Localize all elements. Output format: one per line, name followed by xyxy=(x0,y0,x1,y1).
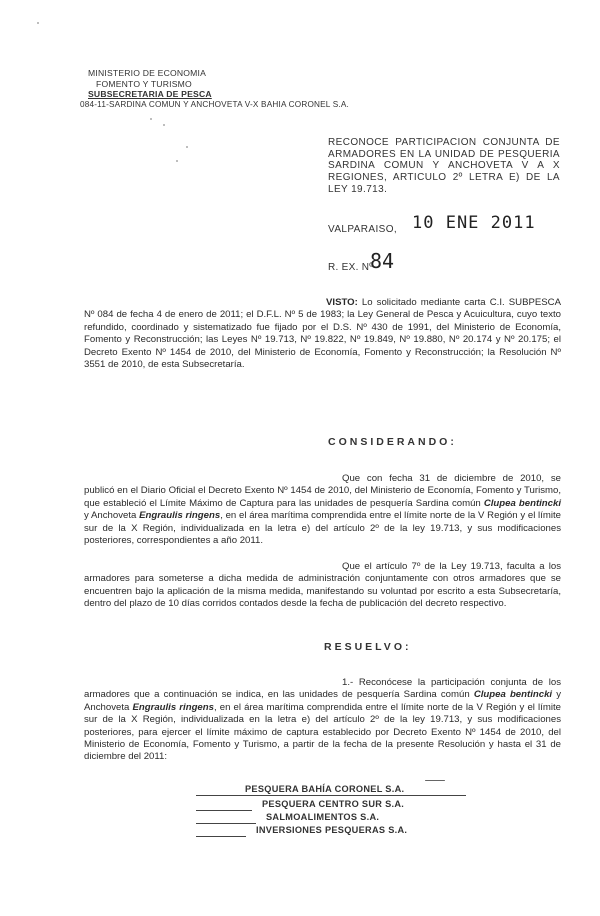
scan-speck xyxy=(186,146,188,148)
date-stamp: 10 ENE 2011 xyxy=(412,213,536,233)
scan-speck xyxy=(150,118,152,120)
resuelvo-1-part-b: y Anchoveta xyxy=(84,689,562,713)
resolution-title: RECONOCE PARTICIPACION CONJUNTA DE ARMADORES EN LA UNIDAD DE PESQUERIA SARDINA COMUN Y ANCHOVETA V A X REGIONES, ARTICULO 2º LETRA E) DE LA LEY 19.713. xyxy=(328,137,560,195)
entity-item: SALMOALIMENTOS S.A. xyxy=(266,812,380,822)
species-clupea: Clupea bentincki xyxy=(473,689,553,701)
scan-speck xyxy=(176,160,178,162)
entity-item: PESQUERA CENTRO SUR S.A. xyxy=(262,799,405,809)
considerando-paragraph-2: Que el artículo 7º de la Ley 19.713, faculta a los armadores para someterse a dicha medida de administración conjuntamente con otros armadores que se encuentren bajo la aplicación de la misma medida, manifestando su voluntad por escrito a esta Subsecretaría, dentro del plazo de 10 días corridos contados desde la fecha de publicación del decreto respectivo. xyxy=(84,561,561,610)
scan-speck xyxy=(425,780,445,781)
underline-rule xyxy=(196,795,466,796)
department-line: FOMENTO Y TURISMO xyxy=(96,79,192,89)
considerando-1-part-c: , en el área marítima comprendida entre el límite norte de la V Región y el límite sur de la X Región, individualizada en la letra e) del artículo 2º de la ley 19.713, y sus modificaciones posteriores, correspondientes a año 2011. xyxy=(84,510,561,547)
resuelvo-paragraph-1 xyxy=(84,677,561,764)
considerando-paragraph-1 xyxy=(84,473,561,547)
considerando-heading: CONSIDERANDO: xyxy=(328,436,457,448)
scan-speck xyxy=(37,22,39,24)
species-engraulis: Engraulis ringens xyxy=(139,510,221,522)
considerando-1-part-a: Que con fecha 31 de diciembre de 2010, se publicó en el Diario Oficial el Decreto Exento Nº 1454 de 2010, del Ministerio de Economía, Fomento y Turismo, que estableció el Límite Máximo de Captura para las unidades de pesquería Sardina común xyxy=(84,473,561,509)
ministry-line: MINISTERIO DE ECONOMIA xyxy=(88,68,207,78)
underline-rule xyxy=(196,823,256,824)
subsecretaria-line: SUBSECRETARIA DE PESCA xyxy=(88,89,212,99)
visto-paragraph xyxy=(84,297,561,371)
file-reference: 084-11-SARDINA COMUN Y ANCHOVETA V-X BAHIA CORONEL S.A. xyxy=(80,100,349,109)
species-clupea: Clupea bentincki xyxy=(483,497,561,509)
entity-item: PESQUERA BAHÍA CORONEL S.A. xyxy=(245,784,405,794)
entity-item: INVERSIONES PESQUERAS S.A. xyxy=(256,825,408,835)
species-engraulis: Engraulis ringens xyxy=(132,701,214,713)
considerando-1-part-b: y Anchoveta xyxy=(84,510,140,522)
resuelvo-1-part-a: 1.- Reconócese la participación conjunta de los armadores que a continuación se indica, en las unidades de pesquería Sardina común xyxy=(84,677,561,701)
underline-rule xyxy=(196,810,252,811)
resuelvo-1-part-c: , en el área marítima comprendida entre el límite norte de la V Región y el límite sur de la X Región, individualizada en la letra e) del artículo 2º de la ley 19.713, y sus modificaciones posteriores, para ejercer el límite máximo de captura establecido por Decreto Exento Nº 1454 de 2010, del Ministerio de Economía, Fomento y Turismo, a partir de la fecha de la presente Resolución y hasta el 31 de diciembre del 2011: xyxy=(84,701,561,763)
visto-label: VISTO: xyxy=(326,297,358,308)
visto-text: Lo solicitado mediante carta C.I. SUBPESCA Nº 084 de fecha 4 de enero de 2011; el D.F.L. Nº 5 de 1983; la Ley General de Pesca y Acuicultura, cuyo texto refundido, coordinado y sistematizado fue fijado por el D.S. Nº 430 de 1991, del Ministerio de Economía, Fomento y Reconstrucción; las Leyes Nº 19.713, Nº 19.822, Nº 19.849, Nº 19.880, Nº 20.174 y Nº 20.175; el Decreto Exento Nº 1454 de 2010, del Ministerio de Economía, Fomento y Reconstrucción; la Resolución Nº 3551 de 2010, de esta Subsecretaría. xyxy=(84,297,561,371)
rex-label: R. EX. Nº xyxy=(328,262,374,273)
place-label: VALPARAISO, xyxy=(328,224,398,235)
scan-speck xyxy=(163,124,165,126)
rex-number: 84 xyxy=(370,249,395,273)
underline-rule xyxy=(196,836,246,837)
resuelvo-heading: RESUELVO: xyxy=(324,641,412,653)
